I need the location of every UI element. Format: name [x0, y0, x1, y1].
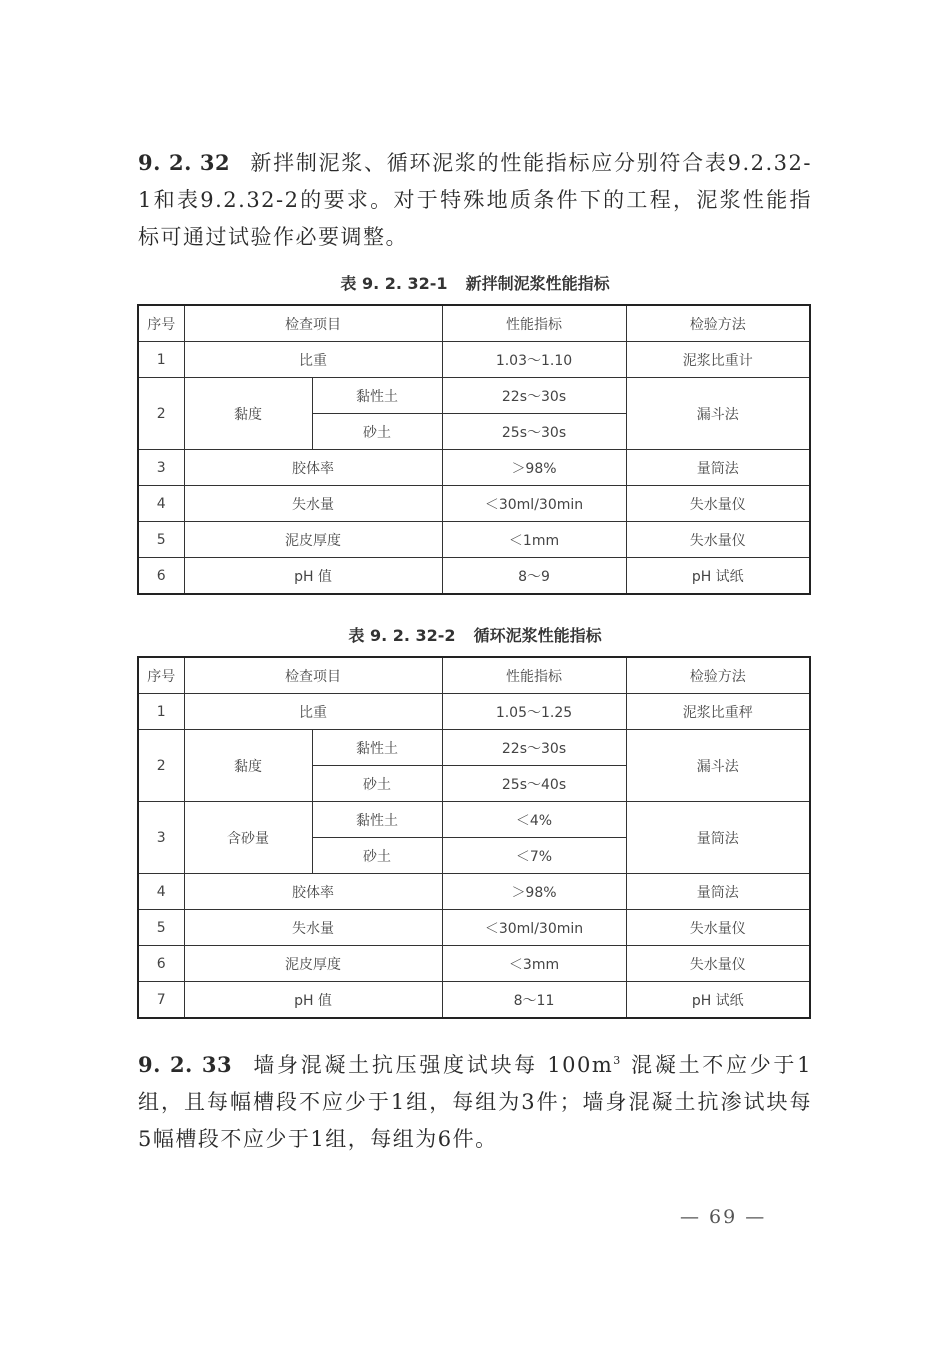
- table1-caption: [0, 271, 950, 294]
- row-value: ＜30ml/30min: [442, 910, 626, 946]
- clause-text: 新拌制泥浆、循环泥浆的性能指标应分别符合表9.2.32-1和表9.2.32-2的要求。对于特殊地质条件下的工程，泥浆性能指标可通过试验作必要调整。: [138, 151, 812, 249]
- row-method: 漏斗法: [626, 730, 810, 802]
- row-item: 泥皮厚度: [184, 946, 442, 982]
- row-method: 量筒法: [626, 874, 810, 910]
- table-row: [138, 522, 810, 558]
- row-item: 失水量: [184, 486, 442, 522]
- header-cell: 性能指标: [442, 305, 626, 342]
- row-number: 4: [138, 486, 184, 522]
- row-item: 胶体率: [184, 450, 442, 486]
- row-subitem: 黏性土: [312, 378, 442, 414]
- section-9-2-33: [138, 1042, 812, 1158]
- row-number: 6: [138, 558, 184, 595]
- clause-number: 9. 2. 33: [138, 1052, 233, 1077]
- row-number: 3: [138, 450, 184, 486]
- row-item: 黏度: [184, 378, 312, 450]
- row-value: 25s～30s: [442, 414, 626, 450]
- row-item: 失水量: [184, 910, 442, 946]
- table-row: [138, 342, 810, 378]
- row-value: 1.03～1.10: [442, 342, 626, 378]
- row-value: 8～11: [442, 982, 626, 1019]
- table2-caption: [0, 623, 950, 646]
- row-value: ＜4%: [442, 802, 626, 838]
- row-number: 4: [138, 874, 184, 910]
- table-row: [138, 730, 810, 766]
- row-item: pH 值: [184, 982, 442, 1019]
- row-method: 失水量仪: [626, 522, 810, 558]
- row-value: 25s～40s: [442, 766, 626, 802]
- table-row: [138, 378, 810, 414]
- row-item: 黏度: [184, 730, 312, 802]
- clause-text-b: 混凝土不应少于1组，且每幅槽段不应少于1组，每组为3件；墙身混凝土抗渗试块每5幅槽段不应少于1组，每组为6件。: [138, 1053, 812, 1151]
- clause-text-a: 墙身混凝土抗压强度试块每 100m: [252, 1053, 614, 1077]
- row-method: pH 试纸: [626, 982, 810, 1019]
- row-number: 5: [138, 910, 184, 946]
- row-number: 2: [138, 378, 184, 450]
- row-method: 量筒法: [626, 450, 810, 486]
- row-value: 22s～30s: [442, 730, 626, 766]
- row-item: 泥皮厚度: [184, 522, 442, 558]
- row-value: 8～9: [442, 558, 626, 595]
- superscript: 3: [613, 1054, 622, 1067]
- row-item: 比重: [184, 342, 442, 378]
- row-method: 失水量仪: [626, 910, 810, 946]
- table-header-row: [138, 305, 810, 342]
- row-number: 2: [138, 730, 184, 802]
- row-method: pH 试纸: [626, 558, 810, 595]
- header-cell: 检验方法: [626, 305, 810, 342]
- table-row: [138, 874, 810, 910]
- table-row: [138, 558, 810, 595]
- row-number: 1: [138, 694, 184, 730]
- row-number: 1: [138, 342, 184, 378]
- table-row: [138, 802, 810, 838]
- header-cell: 性能指标: [442, 657, 626, 694]
- row-method: 漏斗法: [626, 378, 810, 450]
- row-value: ＜3mm: [442, 946, 626, 982]
- row-value: ＜7%: [442, 838, 626, 874]
- table-row: [138, 694, 810, 730]
- table2-caption-number: 表 9. 2. 32-2: [348, 626, 456, 645]
- row-subitem: 砂土: [312, 414, 442, 450]
- row-subitem: 黏性土: [312, 730, 442, 766]
- table-row: [138, 486, 810, 522]
- row-method: 量筒法: [626, 802, 810, 874]
- row-method: 失水量仪: [626, 946, 810, 982]
- header-cell: 检查项目: [184, 305, 442, 342]
- row-value: 22s～30s: [442, 378, 626, 414]
- table2-caption-title: 循环泥浆性能指标: [473, 626, 602, 645]
- row-value: ＞98%: [442, 450, 626, 486]
- header-cell: 序号: [138, 305, 184, 342]
- row-item: 胶体率: [184, 874, 442, 910]
- row-value: ＜30ml/30min: [442, 486, 626, 522]
- table1-caption-title: 新拌制泥浆性能指标: [465, 274, 610, 293]
- table-header-row: [138, 657, 810, 694]
- table2: [137, 656, 811, 1019]
- table-row: [138, 910, 810, 946]
- row-item: 比重: [184, 694, 442, 730]
- header-cell: 序号: [138, 657, 184, 694]
- row-value: ＜1mm: [442, 522, 626, 558]
- header-cell: 检查项目: [184, 657, 442, 694]
- table-row: [138, 450, 810, 486]
- row-value: ＞98%: [442, 874, 626, 910]
- row-number: 3: [138, 802, 184, 874]
- table1-caption-number: 表 9. 2. 32-1: [340, 274, 448, 293]
- row-subitem: 黏性土: [312, 802, 442, 838]
- row-method: 泥浆比重秤: [626, 694, 810, 730]
- row-method: 泥浆比重计: [626, 342, 810, 378]
- header-cell: 检验方法: [626, 657, 810, 694]
- page-number: — 69 —: [680, 1206, 767, 1228]
- row-subitem: 砂土: [312, 838, 442, 874]
- row-method: 失水量仪: [626, 486, 810, 522]
- section-9-2-32: [138, 144, 812, 256]
- row-number: 6: [138, 946, 184, 982]
- clause-number: 9. 2. 32: [138, 150, 231, 175]
- row-number: 7: [138, 982, 184, 1019]
- row-number: 5: [138, 522, 184, 558]
- row-item: pH 值: [184, 558, 442, 595]
- row-item: 含砂量: [184, 802, 312, 874]
- table-row: [138, 946, 810, 982]
- table1: [137, 304, 811, 595]
- table-row: [138, 982, 810, 1019]
- row-subitem: 砂土: [312, 766, 442, 802]
- row-value: 1.05～1.25: [442, 694, 626, 730]
